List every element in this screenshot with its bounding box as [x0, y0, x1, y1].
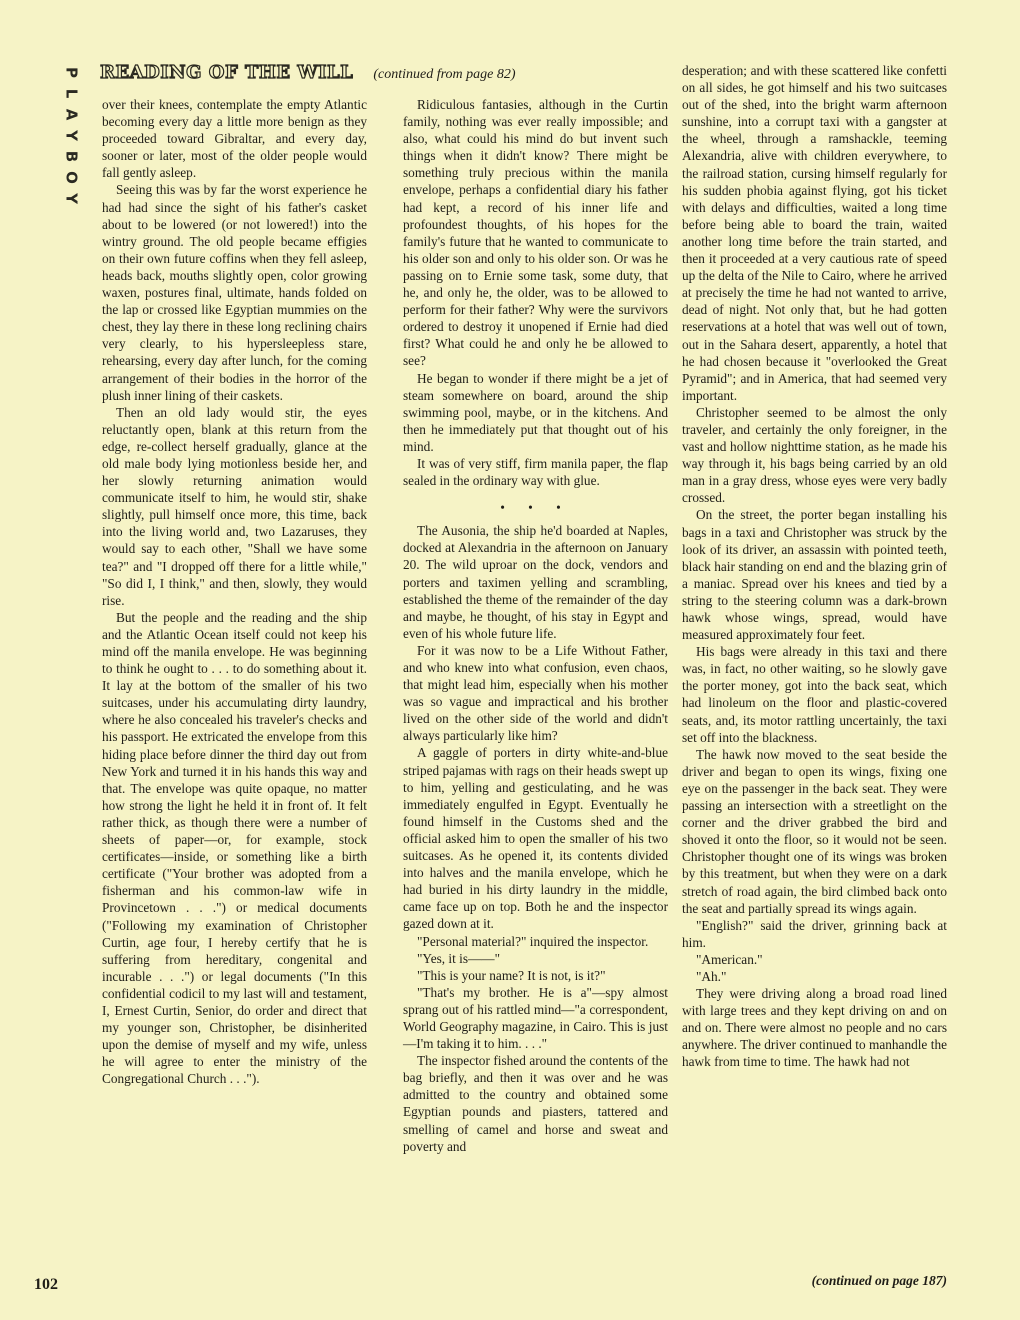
paragraph: On the street, the porter began installing his bags in a taxi and Christopher was struck by the look of its driver, an assassin with pointed teeth, black hair standing on end and the blazing grin of a maniac. Spread over his knees and tied by a string to the steering column was a dark-brown hawk whose wings, spread, would have measured approximately four feet. — [682, 507, 947, 643]
magazine-letter: Y — [62, 193, 81, 204]
paragraph: "Yes, it is——" — [417, 950, 501, 966]
paragraph: "This is your name? It is not, is it?" — [417, 967, 606, 983]
paragraph: His bags were already in this taxi and there was, in fact, no other waiting, so he slowly gave the porter money, got into the back seat, which had linoleum on the floor and plastic-covered seats, and, its motor rattling uncertainly, the taxi set off into the blackness. — [682, 644, 947, 745]
text-column-2 — [403, 96, 668, 1155]
paragraph: • • • — [500, 500, 571, 516]
paragraph: Seeing this was by far the worst experience he had had since the sight of his father's casket about to be lowered (or not lowered!) into the wintry ground. The old people became effigies on their own future coffins when they fell asleep, heads back, mouths slightly open, color growing waxen, postures final, ultimate, hands folded on the lap or crossed like Egyptian mummies on the chest, they lay there in these long reclining chairs very clearly, to his hypersleepless stare, rehearsing, every day after lunch, for the coming arrangement of their bodies in the horror of the plush inner lining of their caskets. — [102, 182, 367, 403]
text-column-1 — [102, 96, 367, 1087]
paragraph: They were driving along a broad road lined with large trees and they kept driving on and on and on. There were almost no people and no cars anywhere. The driver continued to manhandle the hawk from time to time. The hawk had not — [682, 986, 947, 1070]
paragraph: over their knees, contemplate the empty Atlantic becoming every day a little more benign as they proceeded toward Gibraltar, and every day, sooner or later, most of the older people would fall gently asleep. — [102, 97, 367, 181]
paragraph: Then an old lady would stir, the eyes reluctantly open, blank at this return from the edge, re-collect herself gradually, glance at the old male body lying motionless beside her, and her slowly returning animation would communicate itself to him, he would stir, shake slightly, pull himself once more, this time, back into the living world and, two Lazaruses, they would say to each other, "Shall we have some tea?" and "I dropped off there for a little while," "So did I, I think," and then, slowly, they would rise. — [102, 404, 367, 608]
paragraph: For it was now to be a Life Without Father, and who knew into what confusion, even chaos, that might lead him, especially when his mother was so vague and impractical and his brother lived on the other side of the world and didn't always particularly like him? — [403, 642, 668, 744]
paragraph: "That's my brother. He is a"—spy almost sprang out of his rattled mind—"a correspondent, World Geography magazine, in Cairo. This is just—I'm taking it to him. . . ." — [403, 984, 668, 1052]
paragraph: "Personal material?" inquired the inspector. — [417, 933, 649, 949]
paragraph: Ridiculous fantasies, although in the Curtin family, nothing was ever really impossible; and also, what could his mind do but invent such things when it didn't know? There might be something truly precious within the manila envelope, perhaps a confidential diary his father had kept, a record of his inner life and profoundest thoughts, of his hopes for the family's future that he wanted to communicate to his older son and only to his older son. Or was he passing on to Ernie some task, some duty, that he, and only he, the older, was to be allowed to perform for their father? Why were the survivors ordered to destroy it unopened if Ernie had died first? What could he and only he be allowed to see? — [403, 97, 668, 369]
magazine-letter: A — [62, 108, 81, 121]
paragraph: desperation; and with these scattered like confetti on all sides, he got himself and his two suitcases out of the shed, into the bright warm afternoon sunshine, into a corrupt taxi with a gangster at the wheel, through a ramshackle, teeming Alexandria, alive with children everywhere, to the railroad station, cursing himself regularly for his sudden phobia against flying, got his ticket with delays and difficulties, waited a long time before being able to board the train, waited another long time before the train started, and then it proceeded at a very cautious rate of speed up the delta of the Nile to Cairo, where he arrived at precisely the time he had not wanted to arrive, dead of night. Not only that, but he had gotten reservations at a hotel that was well out of town, out in the Sahara desert, apparently, a hotel that he had chosen because it "overlooked the Great Pyramid"; and in America, that had seemed very important. — [682, 63, 947, 403]
paragraph: The hawk now moved to the seat beside the driver and began to open its wings, fixing one eye on the passenger in the back seat. They were passing an intersection with a streetlight on the corner and the driver grabbed the bird and shoved it onto the floor, so it would not be seen. Christopher thought one of its wings was broken by this treatment, but when they were on a dark stretch of road again, the bird climbed back onto the seat and partially spread its wings again. — [682, 746, 947, 916]
article-title: READING OF THE WILL — [100, 62, 354, 83]
magazine-letter: P — [62, 67, 81, 78]
page-number: 102 — [34, 1276, 58, 1293]
magazine-letter: L — [62, 88, 81, 99]
magazine-letter: O — [62, 171, 81, 184]
paragraph: Christopher seemed to be almost the only traveler, and certainly the only foreigner, in the vast and hollow nighttime station, as he made his way through it, his bags being carried by an old man in a gray dress, whose eyes were very badly crossed. — [682, 404, 947, 506]
paragraph: "English?" said the driver, grinning back at him. — [682, 917, 947, 950]
paragraph: It was of very stiff, firm manila paper, the flap sealed in the ordinary way with glue. — [403, 455, 668, 489]
article-heading — [100, 62, 670, 92]
paragraph: The Ausonia, the ship he'd boarded at Naples, docked at Alexandria in the afternoon on January 20. The wild uproar on the dock, vendors and porters and taximen yelling and scrambling, established the theme of the remainder of the day and maybe, he thought, of his stay in Egypt and even of his whole future life. — [403, 523, 668, 641]
continued-from-note: (continued from page 82) — [373, 67, 516, 82]
paragraph: But the people and the reading and the ship and the Atlantic Ocean itself could not keep his mind off the manila envelope. He was beginning to think he ought to . . . to do something about it. It lay at the bottom of the smaller of his two suitcases, under his accumulating dirty laundry, where he also concealed his traveler's checks and his passport. He extricated the envelope from this hiding place before dinner the third day out from New York and turned it in his hands this way and that. The envelope was quite opaque, no matter how strong the light he held it in front of. It felt rather thick, as though there were a number of sheets of paper—or, for example, stock certificates—inside, or something like a birth certificate ("Your brother was adopted from a fisherman and his common-law wife in Provincetown . . .") or medical documents ("Following my examination of Christopher Curtin, age four, I hereby certify that he is suffering from hereditary, congenital and incurable . . .") or legal documents ("In this confidential codicil to my last will and testament, I, Ernest Curtin, Senior, do order and direct that my younger son, Christopher, be disinherited upon the demise of myself and my wife, unless he will agree to enter the ministry of the Congregational Church . . ."). — [102, 609, 367, 1087]
paragraph: "Ah." — [696, 968, 727, 984]
magazine-letter: Y — [62, 130, 81, 141]
paragraph: The inspector fished around the contents of the bag briefly, and then it was over and he was admitted to the country and obtained some Egyptian pounds and piasters, tattered and smelling of camel and horse and sweat and poverty and — [403, 1053, 668, 1154]
text-column-3 — [682, 62, 947, 1071]
magazine-name-vertical — [60, 62, 82, 209]
continued-on-note: (continued on page 187) — [811, 1273, 947, 1288]
paragraph: A gaggle of porters in dirty white-and-blue striped pajamas with rags on their heads swept up to him, yelling and gesticulating, and he was immediately engulfed in Egypt. Eventually he found himself in the Customs shed and the official asked him to open the smaller of his two suitcases. As he opened it, its contents divided into halves and the manila envelope, which he had buried in his dirty laundry in the middle, came face up on top. Both he and the inspector gazed down at it. — [403, 745, 668, 932]
paragraph: "American." — [696, 951, 763, 967]
magazine-letter: B — [62, 150, 81, 163]
paragraph: He began to wonder if there might be a jet of steam somewhere on board, around the ship swimming pool, maybe, or in the kitchens. And then he immediately put that thought out of his mind. — [403, 370, 668, 454]
